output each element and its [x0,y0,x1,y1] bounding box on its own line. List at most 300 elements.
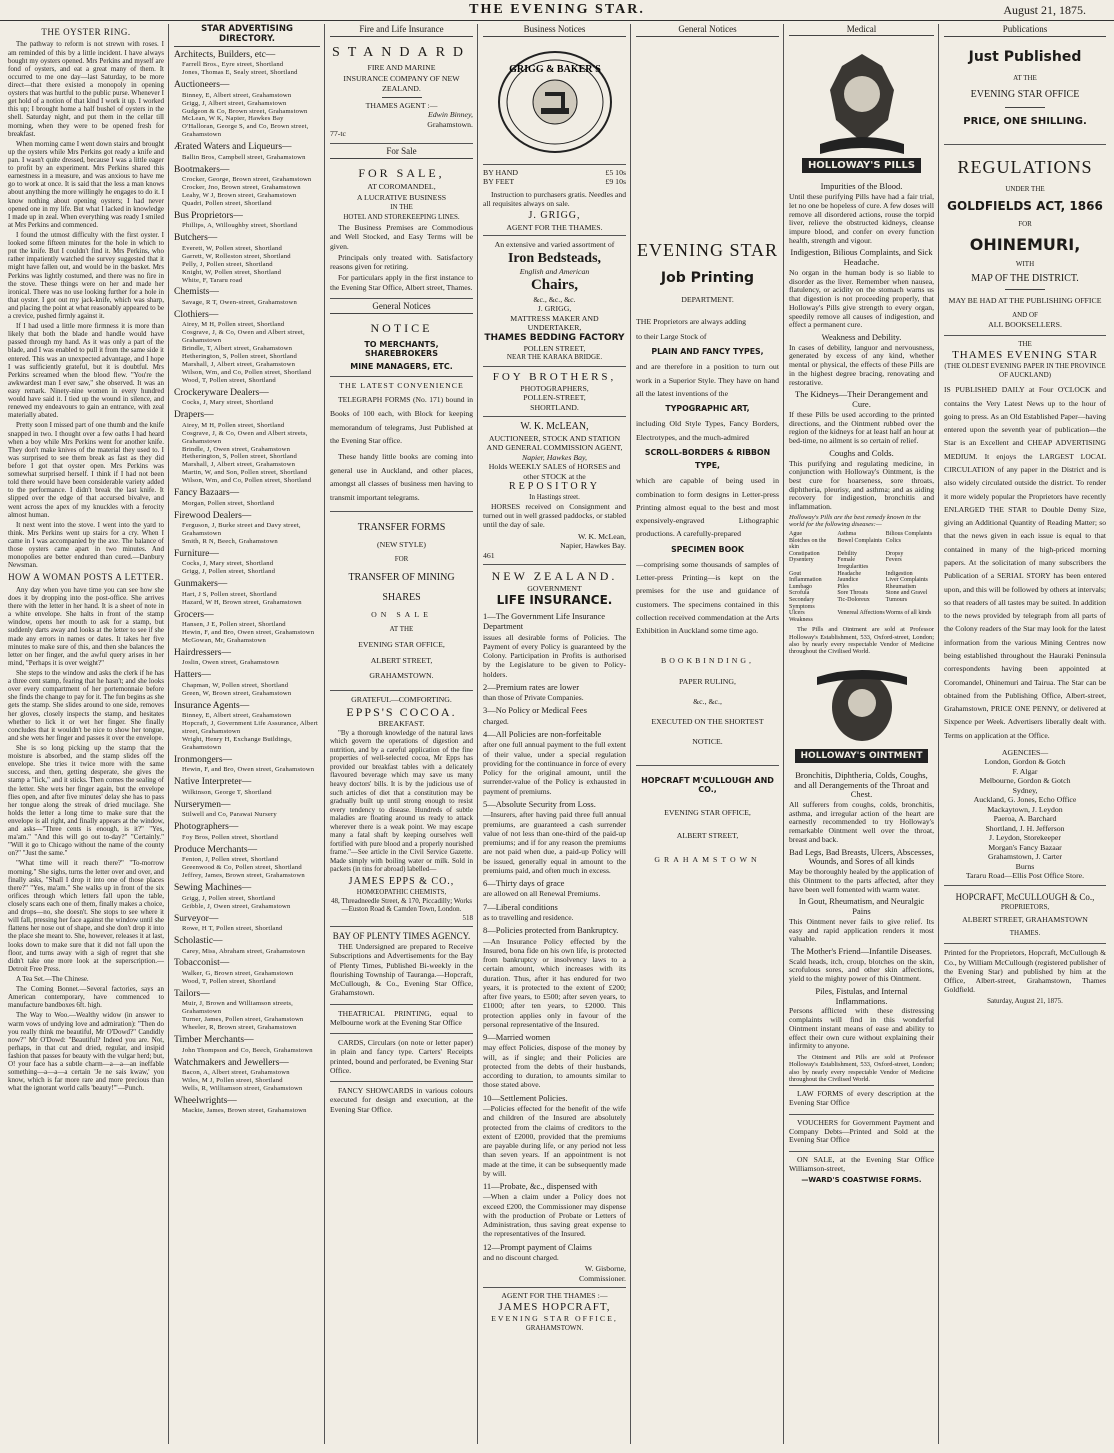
pills-label: HOLLOWAY'S PILLS [802,158,921,174]
onsale-text: ON SALE, at the Evening Star Office Williamson-street, [789,1155,934,1173]
medical-heading: The Mother's Friend—Infantile Diseases. [791,946,932,956]
nz-section-heading: 3—No Policy or Medical Fees [483,705,587,716]
iron-pre: An extensive and varied assortment of [494,240,615,250]
directory-entry: John Thompson and Co, Beech, Grahamstown [182,1046,313,1054]
directory-item [174,648,320,667]
misc-paragraph: A Tea Set.—The Chinese. [16,975,89,984]
nz-title: NEW ZEALAND. [491,569,618,584]
nz-section-text: may effect Policies, dispose of the money by will, as if single; and their Policies are protected from the debts of their husbands, according to duration, to amounts similar to those stated above. [483,1043,626,1090]
misc-paragraph: The Coming Bonnet.—Several factories, says an American contemporary, have commenced to manufacture bandboxes 6ft. high. [8,985,164,1010]
directory-item [174,50,320,77]
directory-item [174,883,320,910]
nz-section-heading: 10—Settlement Policies. [483,1092,568,1103]
directory-item [174,388,320,407]
price-row: BY FEET £9 10s [483,177,626,187]
imprint-thames: THAMES. [1009,928,1041,937]
directory-entry: Binney, E, Albert street, Grahamstown [182,712,292,720]
disease-item: Constipation [789,550,820,557]
nz-section-heading: 8—Policies protected from Bankruptcy. [483,925,619,936]
reg-with: WITH [1015,260,1035,269]
binding-line: BOOKBINDING, [661,656,754,666]
spread-line: —comprising some thousands of samples of Letter-press Printing—is kept on the premises for the use and guidance of customers. The specimens contained in this collection received commendation at the Arts Exhibition in Auckland some time ago. [636,559,779,635]
directory-entry: Muir, J, Brown and Williamson streets, Grahamstown [182,1000,293,1016]
article-body [8,40,164,569]
reg-under: UNDER THE [1005,184,1045,193]
directory-item [174,549,320,576]
disease-item: Asthma [837,530,856,537]
disease-item: Sore Throats [837,590,869,597]
disease-item: Colics [885,537,901,544]
imprint-firm-block [944,886,1106,945]
iron-name: J. GRIGG, [537,304,572,314]
directory-category: Architects, Builders, etc— [174,49,276,60]
notice-ad [330,317,473,377]
directory-entry: Martin, W, and Son, Pollen street, Shortland [182,469,308,477]
article-paragraph: If I had used a little more firmness it is more than likely that both the blade and handle would have passed through my hand. As it was only a part of the blade, and I was enabled to pull it from the same side it entered. This was an unexpected advantage, and I hope I was sufficiently grateful, but it is doubtful. Mrs Perkins screamed when the blood flew. "You're the awkwardest man I ever saw," she observed. It was an easy remark. Ninety-nine women in every hundred would have said it. I tied up the wound in silence, and renewed my endeavours to gain an entrance, with zeal materially abated. [8,322,164,420]
directory-entry: Smith, R N, Beech, Grahamstown [182,537,278,545]
directory-item [174,845,320,880]
fancy-text: FANCY SHOWCARDS in various colours executed for design and execution, at the Evening Star Office. [330,1086,473,1114]
holloway-ointment-illustration [789,658,934,768]
ointment-crest-icon [807,663,917,749]
job-office-line: GRAHAMSTOWN [654,854,761,864]
standard-line: ZEALAND. [382,84,421,94]
nz-section-text: and no discount charged. [483,1253,559,1263]
column-oyster-ring [4,24,168,1444]
directory-item [174,511,320,546]
nz-section-text: as to travelling and residence. [483,912,574,922]
reg-and: AND OF [1012,311,1038,320]
directory-category: Nurserymen— [174,799,231,810]
disease-item: Piles [837,583,849,590]
directory-category: Grocers— [174,609,214,620]
directory-entry: Turner, James, Pollen street, Grahamstown [182,1016,304,1024]
iron-sub: English and American [519,266,590,276]
directory-entry: Brindle, J, Owen street, Grahamstown [182,445,291,453]
medical-heading: In Gout, Rheumatism, and Neuralgic Pains [798,896,925,917]
standard-line: FIRE AND MARINE [367,63,436,73]
forsale-ad [330,162,473,299]
disease-item: Tumours [885,596,908,603]
medical-heading: The Kidneys—Their Derangement and Cure. [795,389,928,410]
insurance-header: Fire and Life Insurance [330,24,473,37]
binding-line: NOTICE. [692,737,723,747]
directory-entry: Jones, Thomas E, Sealy street, Shortland [182,69,298,77]
ointment-label: HOLLOWAY'S OINTMENT [795,749,929,763]
directory-entry: Joslin, Owen street, Grahamstown [182,659,280,667]
medical-text: This purifying and regulating medicine, in conjunction with Holloway's Ointment, is the best cure for hoarseness, sore throats, diphtheria, pleurisy, and asthma; and as aiding recovery for indigestion, bronchitis and inflammation. [789,458,934,512]
directory-entry: Wiles, M J, Pollen street, Shortland [182,1077,283,1085]
disease-item: Secondary Symptoms [789,596,815,610]
reg-for: FOR [1018,220,1032,229]
agent-line: J. Leydon, Storekeeper [989,833,1061,843]
disease-item: Ague [789,530,802,537]
transfer-ad [330,512,473,692]
agent-line: Auckland, G. Jones, Echo Office [973,795,1077,805]
medical-heading: Bronchitis, Diphtheria, Colds, Coughs, and all Derangements of the Throat and Chest. [794,769,929,800]
directory-category: Chemists— [174,287,219,298]
directory-entry: Bacon, A, Albert street, Grahamstown [182,1069,290,1077]
directory-entry: Cocks, J, Mary street, Shortland [182,560,274,568]
directory-entry: Ferguson, J, Burke street and Davy street, Grahamstown [182,522,301,537]
reg-map: MAP OF THE DISTRICT. [971,272,1079,284]
directory-entry: Wells, R, Williamson street, Grahamstown [182,1084,303,1092]
directory-entry: Pelly, J, Pollen street, Shortland [182,260,273,268]
directory-category: Surveyor— [174,913,219,924]
directory-entry: McGowan, Mr, Grahamstown [182,636,267,644]
epps-title: EPPS'S COCOA. [346,704,457,719]
transfer-line: TRANSFER FORMS [357,521,446,533]
directory-entry: Green, W, Brown street, Grahamstown [182,689,292,697]
mclean-has: In Hastings street. [529,493,580,502]
standard-title: STANDARD [331,44,472,60]
onsale-ad [789,1152,934,1187]
article-body-2 [8,586,164,973]
foy-line: PHOTOGRAPHERS, [520,383,589,393]
nz-section-heading: 5—Absolute Security from Loss. [483,798,596,809]
grigg-agent: AGENT FOR THE THAMES. [483,223,626,237]
nz-sections [483,611,626,1262]
directory-entry: Gribble, J, Owen street, Grahamstown [182,902,291,910]
transfer-line: GRAHAMSTOWN. [369,671,434,681]
disease-item: Fevers [885,557,902,564]
disease-list [789,531,934,623]
directory-category: Bootmakers— [174,164,230,175]
iron-factory: THAMES BEDDING FACTORY [484,332,625,343]
nz-section-heading: 7—Liberal conditions [483,901,558,912]
directory-header: STAR ADVERTISING DIRECTORY. [174,24,320,47]
directory-entry: Hart, J S, Pollen street, Shortland [182,590,277,598]
epps-maker2: HOMŒOPATHIC CHEMISTS, [356,888,447,897]
agent-line: Sydney, [1012,785,1038,795]
directory-entry: Wilkinson, George T, Shortland [182,788,272,796]
iron-ad [483,236,626,366]
nz-section-heading: 12—Prompt payment of Claims [483,1241,592,1252]
mclean-sign: W. K. McLean, [578,531,626,541]
directory-category: Insurance Agents— [174,700,250,711]
directory-category: Watchmakers and Jewellers— [174,1057,289,1068]
directory-category: Timber Merchants— [174,1035,254,1046]
iron-chairs: Chairs, [530,277,579,294]
directory-category: Auctioneers— [174,80,230,91]
holloway-pills-illustration [789,39,934,179]
theatrical-text: THEATRICAL PRINTING, equal to Melbourne work at the Evening Star Office [330,1008,473,1027]
directory-entry: Mackie, James, Brown street, Grahamstown [182,1107,307,1115]
promo-the: THE [1018,340,1032,349]
nz-section-text: are allowed on all Renewal Premiums. [483,889,601,899]
directory-category: Clothiers— [174,309,219,320]
notices-header: General Notices [330,301,473,314]
directory-entry: Hewin, F, and Bro, Owen street, Grahamstown [182,766,315,774]
imprint-date: Saturday, August 21, 1875. [987,996,1063,1005]
directory-item [174,142,320,161]
medical-sections [789,182,934,511]
disease-item: Gout [789,570,801,577]
nz-agent: JAMES HOPCRAFT, [498,1300,611,1313]
forsale-line: AT COROMANDEL, [367,182,436,192]
directory-item [174,488,320,507]
reg-all: ALL BOOKSELLERS. [988,319,1062,329]
publications-header: Publications [944,24,1106,37]
promo-oldest: (THE OLDEST EVENING PAPER IN THE PROVINCE OF AUCKLAND) [944,362,1106,379]
forsale-line: A LUCRATIVE BUSINESS [356,192,447,202]
epps-sub: BREAKFAST. [378,719,425,729]
directory-entry: Everett, W, Pollen street, Shortland [182,244,283,252]
directory-category: Hairdressers— [174,647,231,658]
transfer-line: ALBERT STREET, [370,655,433,665]
business-header: Business Notices [483,24,626,37]
disease-item: Headache [837,570,861,577]
medical-heading: Indigestion, Bilious Complaints, and Sick Headache. [790,247,933,268]
column-medical [785,24,938,1444]
bookbinding-block [636,651,779,752]
directory-entry: Wilson, Wm, and Co, Pollen street, Shortland [182,477,312,485]
spread-line: SPECIMEN BOOK [671,544,744,554]
regulations-block [944,145,1106,336]
spread-line: which are capable of being used in combination to form designs in Letter-press Printing almost equal to the best and most expensively-engraved Lithographic productions. A carefully-prepared [636,476,779,539]
directory-item [174,670,320,697]
directory-entry: Stilwell and Co, Parawai Nursery [182,811,277,819]
sewing-seal-icon [495,48,615,156]
nz-section-text: —When a claim under a Policy does not exceed £200, the Commissioner may dispense with the production of Probate or Letters of Administration, thus saving great expense to the representatives of the Insured. [483,1192,626,1239]
vouchers-text: VOUCHERS for Government Payment and Company Debts—Printed and Sold at the Evening Star Office [789,1117,934,1145]
mclean-ref: 461 [483,550,495,560]
nz-office: EVENING STAR OFFICE, [491,1314,618,1324]
article-paragraph: Pretty soon I missed part of one thumb and the knife snapped in two. I thought over a few oaths I had heard when a boy while Mrs Perkins went for another knife. They don't make knives of the material they used to. I was surprised to see them break as fast as they did before I got that oyster open. Mrs Perkins was somewhat surprised herself. I think if I had not been told there would have been considerable variety added to the performance. I didn't break the last knife. It slipped over the edge of that accursed bivalve, and went across the apex of my knuckles with a ferocity almost human. [8,421,164,519]
mclean-body: AUCTIONEER, STOCK AND STATION AND GENERAL COMMISSION AGENT, [486,433,623,453]
nz-section-text: after one full annual payment to the full extent of their value, under a special regulation providing for the continuance in force of every Policy for the original amount, until the surrender-value of the Policy is exhausted in payment of premiums. [483,740,626,796]
agent-line: Melbourne, Gordon & Gotch [979,776,1071,786]
medical-italic: Holloway's Pills are the best remedy known in the world for the following diseases:— [789,513,921,529]
directory-category: Hatters— [174,670,211,681]
nz-life-ad [483,565,626,1336]
forsale-title: FOR SALE, [358,165,445,180]
directory-entry: Wood, T, Pollen street, Shortland [182,376,276,384]
medical-sections-2 [789,771,934,1051]
directory-category: Ironmongers— [174,754,233,765]
nz-section-heading: 11—Probate, &c., dispensed with [483,1181,598,1192]
masthead-title: THE EVENING STAR. [469,2,645,17]
law-text: LAW FORMS of every description at the Evening Star Office [789,1089,934,1108]
foy-ad [483,367,626,418]
directory-entry: Cosgrave, J, & Co, Owen and Albert streets, Grahamstown [182,429,308,445]
bay-title: BAY OF PLENTY TIMES AGENCY. [332,931,471,942]
vouchers-ad [789,1115,934,1152]
spread-line: TYPOGRAPHIC ART, [665,404,750,413]
directory-category: Tobacconist— [174,958,230,969]
nz-gov: GOVERNMENT [527,583,582,593]
column-business [479,24,630,1444]
mclean-rep: REPOSITORY [509,481,600,493]
transfer-line: TRANSFER OF MINING [348,571,455,583]
transfer-line: SHARES [382,591,421,603]
spread-line: THE Proprietors are always adding [636,316,746,326]
disease-item: Female Irregularities [837,557,869,570]
standard-agent-name: Edwin Binney, [427,110,473,120]
binding-line: &c., &c., [693,696,722,706]
directory-entry: Hetherington, S, Pollen street, Shortland [182,453,297,461]
directory-item [174,989,320,1032]
directory-item [174,936,320,955]
forsale-body: The Business Premises are Commodious and Well Stocked, and Easy Terms will be given. [330,223,473,251]
disease-item: Tic-Doloreux [837,596,870,603]
directory-category: Gunmakers— [174,579,228,590]
directory-entry: Garrett, W, Rolleston street, Shortland [182,252,291,260]
epps-address: 48, Threadneedle Street, & 170, Piccadilly; Works—Euston Road & Camden Town, London. [331,896,472,914]
nz-section-heading: 6—Thirty days of grace [483,878,565,888]
disease-item: Stone and Gravel [885,590,928,597]
notice-title: NOTICE [370,320,433,335]
misc-paragraphs [8,975,164,1093]
nz-town: GRAHAMSTOWN. [525,1323,584,1332]
disease-item: Dysentery [789,557,814,564]
directory-entry: Greenwood & Co, Pollen street, Shortland [182,864,302,872]
directory-category: Fancy Bazaars— [174,488,240,499]
medical-sold: The Pills and Ointment are sold at Professor Holloway's Establishment, 533, Oxford-street, London; also by nearly every respectable Vendor of Medicine throughout the Civilised World. [789,626,934,656]
notice-sub2: MINE MANAGERS, ETC. [350,362,453,372]
directory-entry: Cocks, J, Mary street, Shortland [182,399,274,407]
binding-line: EXECUTED ON THE SHORTEST [651,717,764,727]
iron-title: Iron Bedsteads, [507,250,602,266]
directory-category: Furniture— [174,548,219,559]
directory-category: Crockeryware Dealers— [174,387,269,398]
price-list [483,165,626,190]
disease-item: Jaundice [837,577,859,584]
directory-entry: Crocker, Jno, Brown street, Grahamstown [182,184,301,192]
medical-text: No organ in the human body is so liable to disorder as the liver. Remember when nausea, flatulency, or acidity on the stomach warns us that digestion is not proceeding properly, that Holloway's Pills give strength to every organ, speedily remove all causes of indigestion, and effect a permanent cure. [789,267,934,330]
spread-line: PLAIN AND FANCY TYPES, [651,347,764,356]
directory-entry: Walker, G, Brown street, Grahamstown [182,970,294,978]
standard-agent: THAMES AGENT :— [365,100,438,110]
iron-street: POLLEN STREET, [523,343,586,353]
agents-list [944,757,1106,881]
article-paragraph: I found the utmost difficulty with the first oyster. I looked some fifteen minutes for the hole in which to put the knife. But I couldn't find it. Mrs Perkins, who rather impatiently watched the survey suggested that it might have fallen out, and would be in the basket. Mrs Perkins was lightly costumed, and there was no fire in the stove. These things were on her and made her ironical. There was no use looking further for a hole in that oyster. I got out my jack-knife, which was sharp, and placing the point at what reasonably appeared to be a crevice, pushed firmly against it. [8,230,164,321]
medical-text: Until these purifying Pills have had a fair trial, let no one be hopeless of cure. A few doses will remove all disordered actions, rouse the torpid liver, relieve the obstructed kidneys, cleanse impure blood, and confer on every function health, strength and vigour. [789,192,934,245]
disease-item: Weakness [789,616,813,623]
job-office-line: EVENING STAR OFFICE, [664,808,751,818]
bay-ad [330,927,473,1004]
directory-entry: Airey, M H, Pollen street, Shortland [182,321,285,329]
directory-item [174,310,320,385]
directory-category: Bus Proprietors— [174,210,243,221]
column-rule [168,24,169,1444]
medical-heading: Piles, Fistulas, and Internal Inflammations. [815,985,908,1006]
agent-line: Paeroa, A. Barchard [993,814,1057,824]
column-rule [783,24,784,1444]
reg-title: REGULATIONS [957,156,1093,177]
mclean-place: Napier, Hawkes Bay, [522,452,587,462]
mclean-title: W. K. McLEAN, [520,421,589,433]
column-publications [940,24,1110,1444]
mclean-ad [483,417,626,565]
column-rule [477,24,478,1444]
nz-section-heading: 1—The Government Life Insurance Department [483,610,606,632]
medical-heading: Impurities of the Blood. [820,181,903,192]
agent-line: F. Algar [1012,766,1038,776]
directory-entry: Phillips, A, Willoughby street, Shortland [182,222,298,230]
theatrical-ad [330,1005,473,1035]
disease-item: Indigestion [885,570,913,577]
job-sub: Job Printing [660,269,755,286]
directory-category: Ærated Waters and Liqueurs— [174,142,292,153]
directory-category: Wheelwrights— [174,1095,237,1106]
misc-paragraph: The Way to Woo.—Wealthy widow (in answer to warm vows of undying love and admiration): "Then do you really think me beautiful, Mr O'Dowd?" Candidly now?" Mr O'Dowd: "Beautiful? Indeed you are. Not, perhaps, in that cut and dried, regular, and insipid fashion that passes for beauty with the vulgar herd; but, O! your face has a subtle charm—a—a—an ineffable something—a—a—a certain 'Je ne sais kwaw,' you know, which is far more rare and more precious than what the ignorant world calls 'beauty!'"—Punch. [8,1011,164,1093]
medical-heading: Weakness and Debility. [821,331,902,342]
job-office-line: ALBERT STREET, [676,831,739,841]
directory-entry: Brindle, T, Albert street, Grahamstown [182,345,293,353]
column-rule [630,24,631,1444]
cards-ad [330,1034,473,1082]
imprint-props: PROPRIETORS, [1000,902,1050,911]
epps-pre: GRATEFUL—COMFORTING. [351,695,452,705]
disease-item: Scrofula [789,590,810,597]
transfer-line: AT THE [389,625,414,634]
column-insurance [326,24,477,1444]
agent-line: Tararu Road—Ellis Post Office Store. [965,871,1085,881]
directory-category: Scholastic— [174,935,223,946]
nz-section-text: than those of Private Companies. [483,693,584,703]
article-paragraph: It next went into the stove. I went into the yard to think. Mrs Perkins went up stairs for a cry. When I came in I was accompanied by the axe. The balance of those oysters came apart in two minutes. And monopolies are better endured than cured.—Danbury Newsman. [8,520,164,570]
notice-sub: TO MERCHANTS, SHAREBROKERS [364,339,439,359]
nz-section-text: charged. [483,716,509,726]
nz-sign: W. Gisborne, [584,1264,626,1274]
directory-entry: Crocker, George, Brown street, Grahamstown [182,176,312,184]
disease-item: Bowel Complaints [837,537,883,544]
directory-entry: Quadri, Pollen street, Shortland [182,199,272,207]
instruction-text: Instruction to purchasers gratis. Needles and all requisites always on sale. [483,189,626,209]
medical-text: In cases of debility, languor and nervousness, generated by excess of any kind, whether mental or physical, the effects of these Pills are in the highest degree bracing, renovating and restorative. [789,342,934,387]
directory-entry: Marshall, J, Albert street, Grahamstown [182,361,296,368]
nz-section-heading: 4—All Policies are non-forfeitable [483,729,602,740]
transfer-line: FOR [394,555,409,564]
article-title: THE OYSTER RING. [41,27,131,37]
directory-entry: White, F, Tararu road [182,276,243,284]
epps-ref: 518 [462,913,473,922]
directory-entry: Jeffrey, James, Brown street, Grahamstown [182,872,305,880]
directory-category: Sewing Machines— [174,883,252,894]
directory-item [174,211,320,230]
directory-entry: Savage, R T, Owen-street, Grahamstown [182,298,298,306]
job-header: General Notices [636,24,779,37]
medical-header: Medical [789,24,934,36]
directory-item [174,755,320,774]
mclean-sign2: Napier, Hawkes Bay. [560,541,626,551]
telegraph-title: THE LATEST CONVENIENCE [339,380,464,390]
directory-entry: Wright, Henry H, Exchange Buildings, Grahamstown [182,736,293,751]
grigg-name: J. GRIGG, [528,210,581,222]
directory-category: Tailors— [174,988,210,999]
mclean-horses: HORSES received on Consignment and turned out in well grassed paddocks, or stabled until the day of sale. [483,501,626,530]
directory-entry: Marshall, J, Albert street, Grahamstown [182,461,296,469]
just-price: PRICE, ONE SHILLING. [963,115,1087,127]
mclean-holds: Holds WEEKLY SALES of HORSES and other STOCK at the [488,462,621,481]
directory-item [174,914,320,933]
star-promo-block [944,336,1106,886]
directory-item [174,410,320,485]
standard-agent-place: Grahamstown. [427,119,473,129]
job-title: EVENING STAR [636,239,779,260]
directory-item [174,610,320,645]
telegraph-ad [330,377,473,512]
directory-item [174,233,320,284]
promo-tes: THAMES EVENING STAR [952,348,1098,361]
directory-entry: Wilson, Wm, and Co, Pollen street, Shortland [182,368,312,376]
reg-may: MAY BE HAD AT THE PUBLISHING OFFICE [948,295,1102,305]
article-paragraph: She steps to the window and asks the clerk if he has a three cent stamp, fearing that he hasn't; and she looks over every compartment of her portemonnaie before she finds the change to pay for it. The fun begins as she gets the stamp. She slides around to one side, removes her gloves, closely inspects the stamp, and hesitates whether to lick it or wet her finger. She finally concludes that it wouldn't be nice to show her tongue, and she wets her finger and passes it over the envelope. [8,668,164,742]
forsale-body: Principals only treated with. Satisfactory reasons given for retiring. [330,252,473,272]
directory-entry: Rowe, H T, Pollen street, Shortland [182,925,283,933]
directory-entry: Wood, T, Pollen street, Shortland [182,977,276,985]
